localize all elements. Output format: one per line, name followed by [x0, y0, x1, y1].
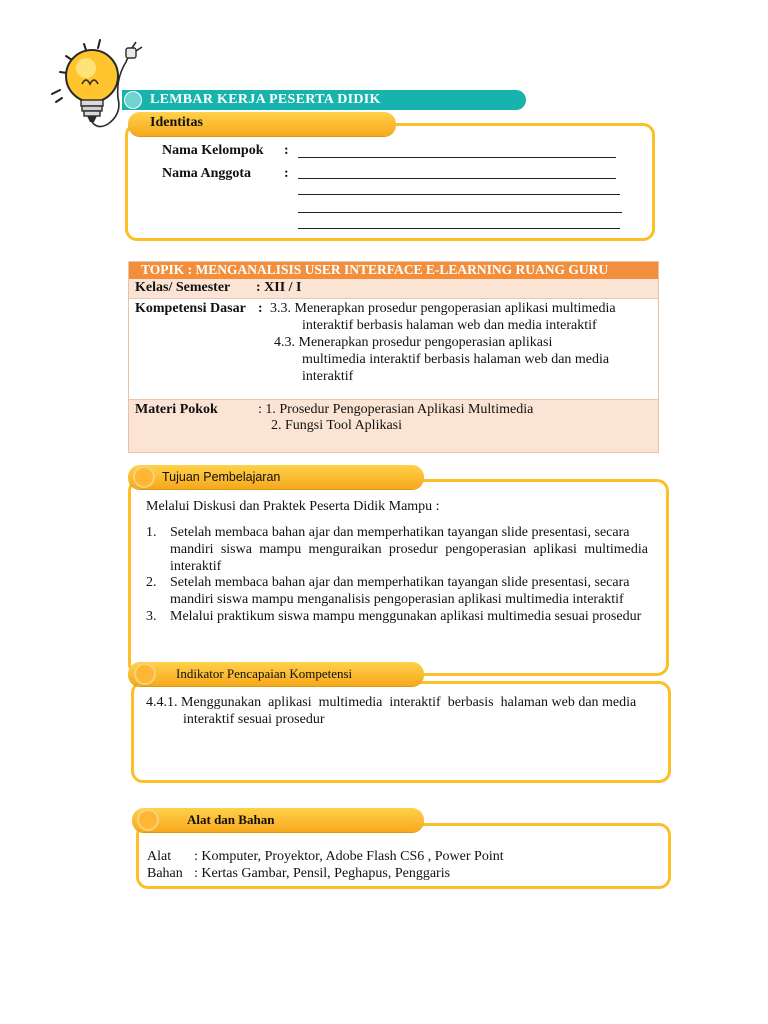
- kd-1-line2: interaktif berbasis halaman web dan media interaktif: [302, 318, 597, 333]
- alat-tab: [132, 808, 424, 832]
- indikator-line1: 4.4.1. Menggunakan aplikasi multimedia interaktif berbasis halaman web dan media: [146, 695, 637, 710]
- tujuan-item-1-line1: Setelah membaca bahan ajar dan memperhatikan tayangan slide presentasi, secara: [170, 525, 630, 540]
- nama-anggota-line-1[interactable]: [298, 178, 616, 179]
- materi-1: : 1. Prosedur Pengoperasian Aplikasi Multimedia: [258, 402, 534, 417]
- kd-2-line1: 4.3. Menerapkan prosedur pengoperasian aplikasi: [274, 335, 553, 350]
- bahan-row-label: Bahan: [147, 866, 183, 881]
- nama-anggota-line-2[interactable]: [298, 194, 620, 195]
- tujuan-item-2-line2: mandiri siswa mampu menganalisis pengoperasian aplikasi multimedia interaktif: [170, 592, 624, 607]
- kd-2-line3: interaktif: [302, 369, 354, 384]
- alat-label: Alat dan Bahan: [187, 812, 275, 827]
- bahan-row-value: : Kertas Gambar, Pensil, Peghapus, Penggaris: [194, 866, 451, 881]
- tujuan-intro: Melalui Diskusi dan Praktek Peserta Didik Mampu :: [146, 499, 440, 514]
- alat-row-value: : Komputer, Proyektor, Adobe Flash CS6 , Power Point: [194, 849, 504, 864]
- nama-kelompok-line[interactable]: [298, 157, 616, 158]
- kd-colon: :: [258, 301, 263, 316]
- nama-anggota-label: Nama Anggota: [162, 166, 252, 181]
- kd-2-line2: multimedia interaktif berbasis halaman web dan media: [302, 352, 610, 367]
- page-title: LEMBAR KERJA PESERTA DIDIK: [150, 92, 381, 107]
- materi-2: 2. Fungsi Tool Aplikasi: [271, 418, 403, 433]
- tujuan-item-2-line1: Setelah membaca bahan ajar dan memperhatikan tayangan slide presentasi, secara: [170, 575, 630, 590]
- kelas-label: Kelas/ Semester: [135, 280, 231, 295]
- tujuan-item-1-line2: mandiri siswa mampu menguraikan prosedur pengoperasian aplikasi multimedia: [170, 542, 648, 557]
- indikator-line2: interaktif sesuai prosedur: [183, 712, 325, 727]
- identitas-label: Identitas: [150, 115, 203, 130]
- tujuan-item-3-line1: Melalui praktikum siswa mampu menggunakan aplikasi multimedia sesuai prosedur: [170, 609, 642, 624]
- kd-label: Kompetensi Dasar: [135, 301, 246, 316]
- alat-row-label: Alat: [147, 849, 172, 864]
- indikator-label: Indikator Pencapaian Kompetensi: [176, 666, 353, 681]
- tujuan-num-1: 1.: [146, 525, 157, 540]
- kd-1-line1: 3.3. Menerapkan prosedur pengoperasian aplikasi multimedia: [270, 301, 616, 316]
- topic-header: [129, 262, 658, 279]
- identitas-box: [125, 123, 655, 241]
- topic-title: TOPIK : MENGANALISIS USER INTERFACE E-LEARNING RUANG GURU: [141, 262, 609, 277]
- tujuan-num-3: 3.: [146, 609, 157, 624]
- tujuan-bullet-icon: [133, 466, 155, 488]
- nama-anggota-line-3[interactable]: [298, 212, 622, 213]
- nama-kelompok-colon: :: [284, 143, 289, 158]
- nama-anggota-colon: :: [284, 166, 289, 181]
- tujuan-item-1-line3: interaktif: [170, 559, 222, 574]
- row-divider: [129, 399, 658, 400]
- nama-anggota-line-4[interactable]: [298, 228, 620, 229]
- row-divider: [129, 298, 658, 299]
- indikator-bullet-icon: [134, 663, 156, 685]
- materi-label: Materi Pokok: [135, 402, 218, 417]
- kelas-value: : XII / I: [256, 280, 302, 295]
- title-bullet: [124, 91, 142, 109]
- tujuan-num-2: 2.: [146, 575, 157, 590]
- alat-bullet-icon: [137, 809, 159, 831]
- tujuan-label: Tujuan Pembelajaran: [162, 470, 281, 484]
- nama-kelompok-label: Nama Kelompok: [162, 143, 264, 158]
